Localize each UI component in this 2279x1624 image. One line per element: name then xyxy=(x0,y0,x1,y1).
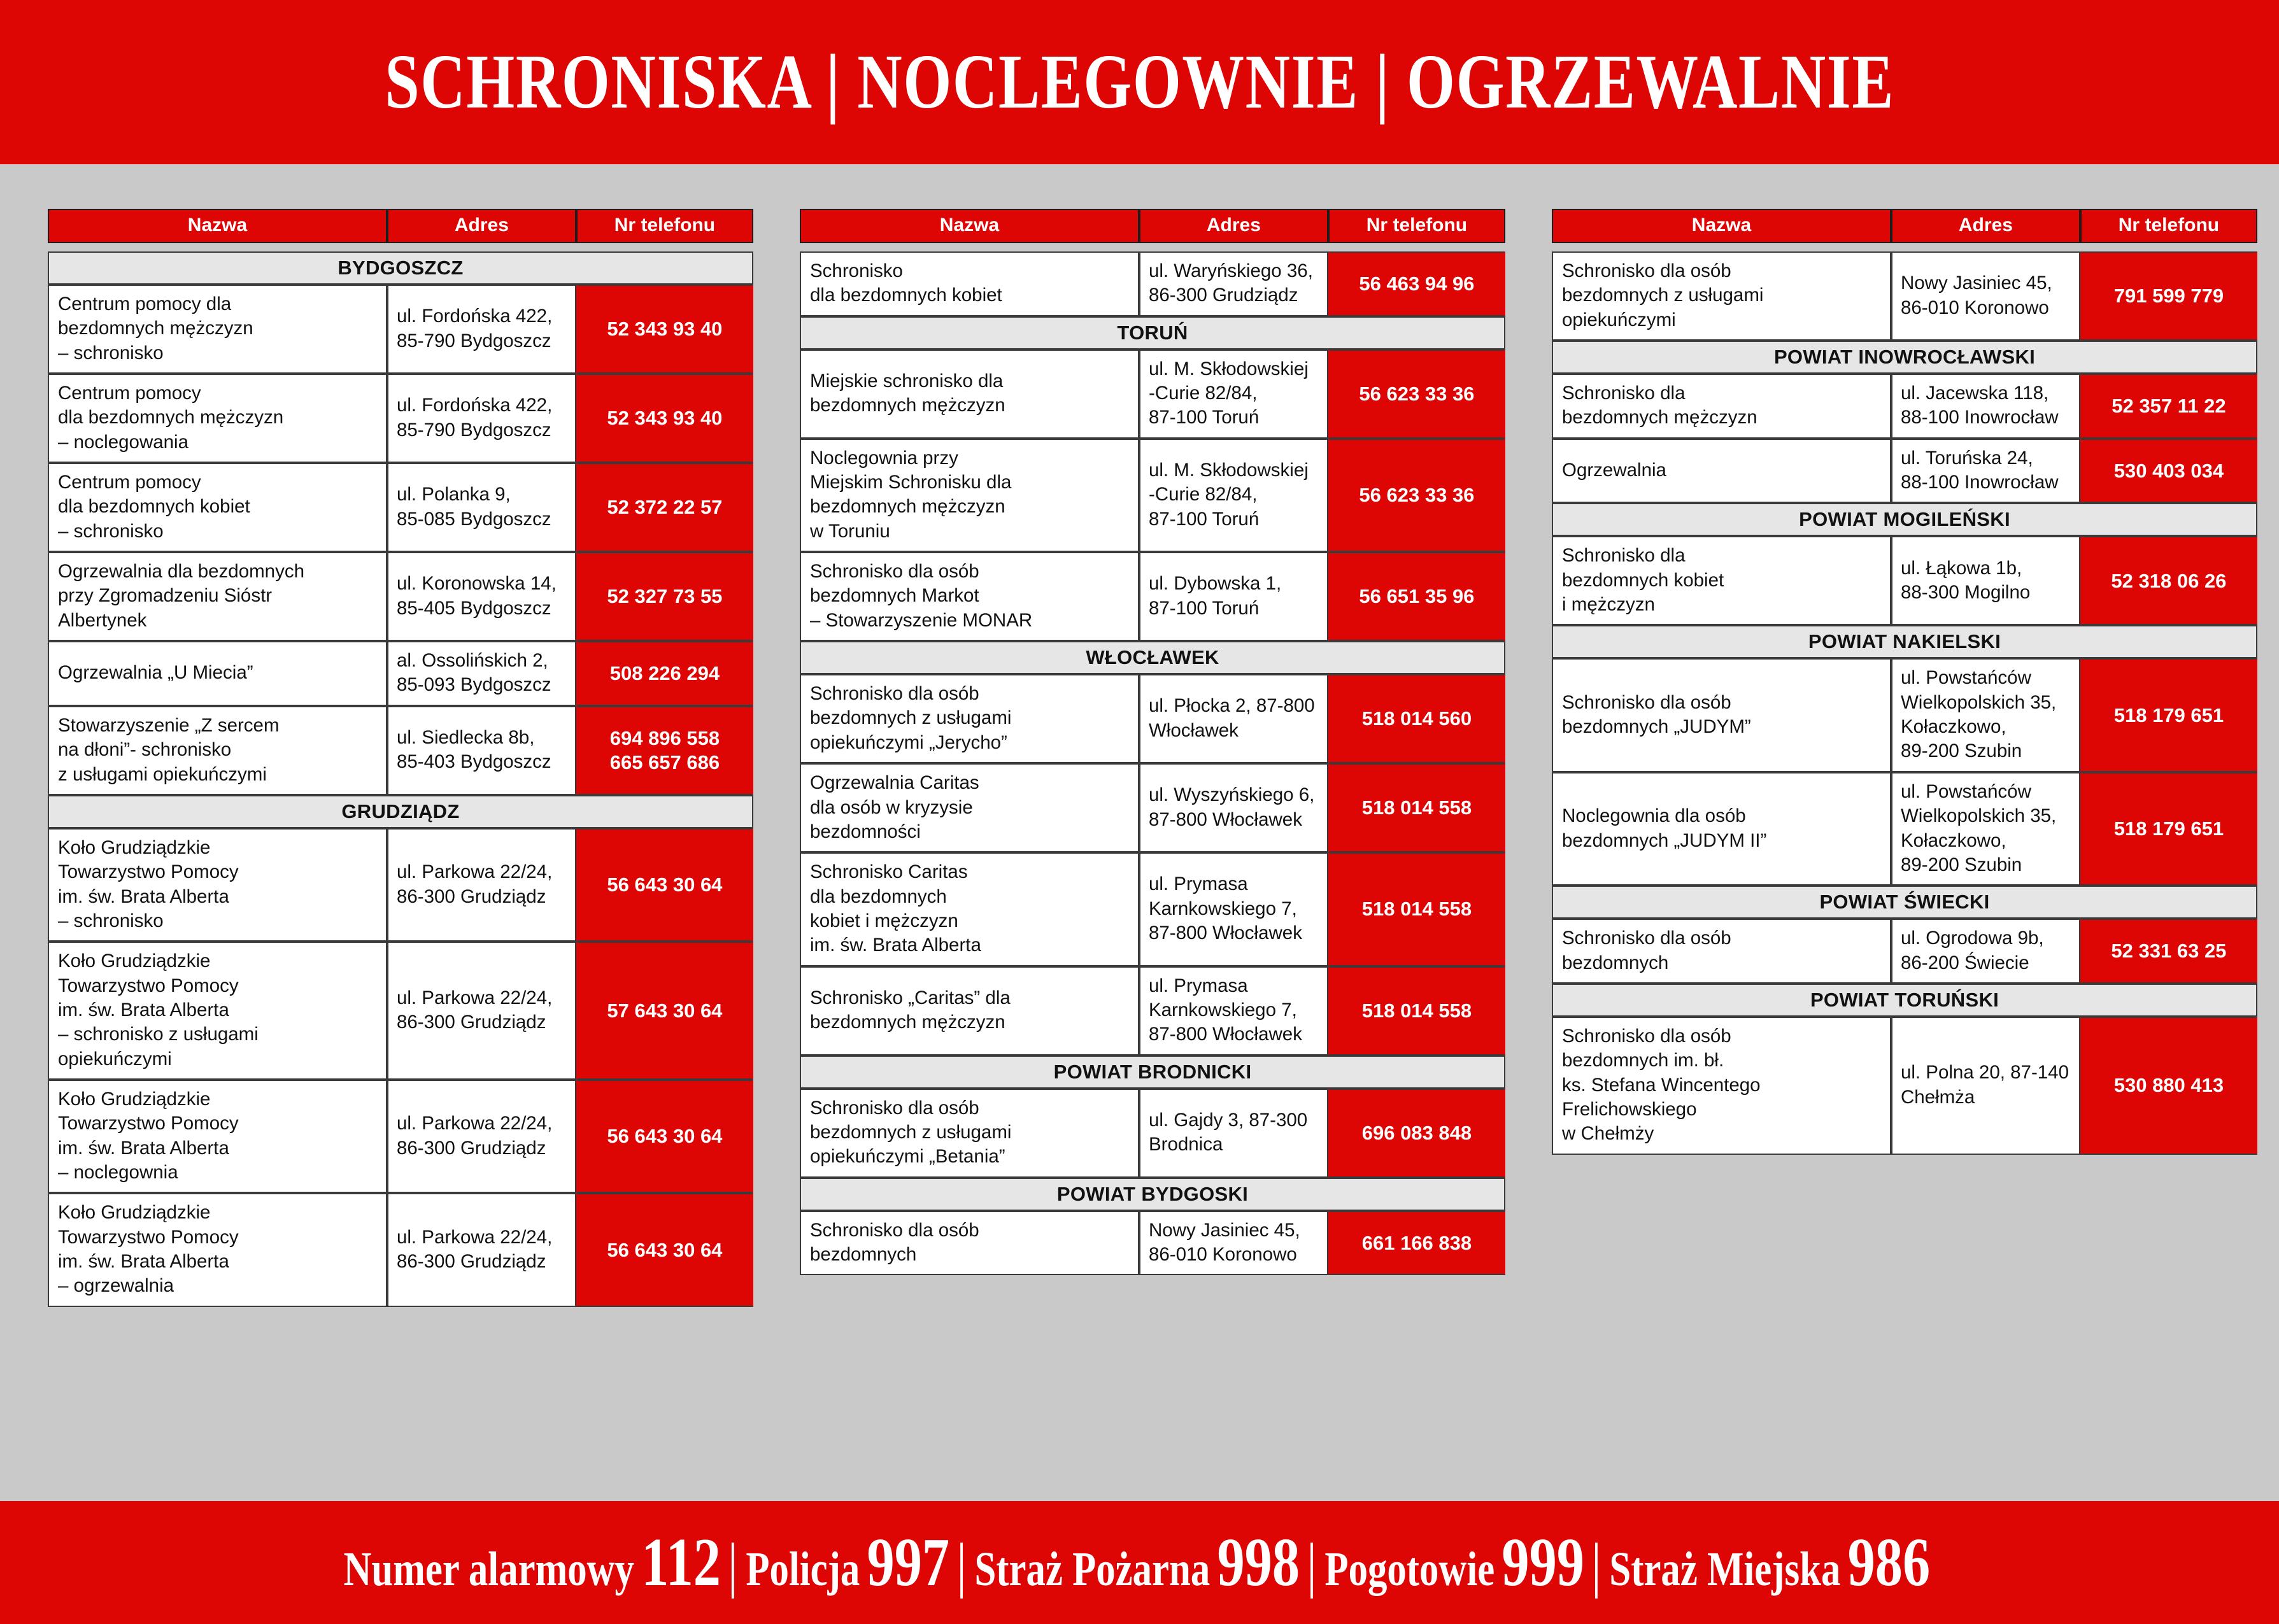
facility-phone[interactable] xyxy=(2080,439,2257,504)
facility-name: Ogrzewalnia xyxy=(1552,439,1891,504)
table-row xyxy=(800,763,1505,852)
phone-number[interactable]: 52 343 93 40 xyxy=(607,407,723,430)
column-header-address: Adres xyxy=(387,209,576,243)
emergency-number[interactable]: 998 xyxy=(1217,1524,1300,1600)
phone-number[interactable]: 52 357 11 22 xyxy=(2112,394,2226,417)
phone-number[interactable]: 661 166 838 xyxy=(1361,1231,1472,1254)
column-header-name: Nazwa xyxy=(1552,209,1891,243)
phone-number[interactable]: 518 014 558 xyxy=(1361,796,1472,819)
phone-number[interactable]: 56 643 30 64 xyxy=(607,873,723,896)
facility-address: ul. Płocka 2, 87-800 Włocławek xyxy=(1139,674,1328,763)
header-banner xyxy=(0,0,2279,164)
facility-phone[interactable] xyxy=(1328,251,1505,316)
facility-phone[interactable] xyxy=(576,1080,753,1193)
phone-number[interactable]: 518 179 651 xyxy=(2113,703,2224,726)
column-header-phone: Nr telefonu xyxy=(2080,209,2257,243)
column-header-phone: Nr telefonu xyxy=(576,209,753,243)
table-row xyxy=(800,1089,1505,1178)
phone-number[interactable]: 52 327 73 55 xyxy=(607,585,723,608)
facility-address: Nowy Jasiniec 45, 86-010 Koronowo xyxy=(1891,251,2080,341)
phone-number[interactable]: 530 403 034 xyxy=(2113,459,2224,482)
section-header-row xyxy=(1552,886,2257,919)
facility-name: Schronisko Caritas dla bezdomnych kobiet i mężczyzn im. św. Brata Alberta xyxy=(800,852,1139,966)
footer-separator: | xyxy=(956,1530,967,1599)
phone-number[interactable]: 518 014 560 xyxy=(1361,707,1472,730)
facility-address: ul. Waryńskiego 36, 86-300 Grudziądz xyxy=(1139,251,1328,316)
facility-address: Nowy Jasiniec 45, 86-010 Koronowo xyxy=(1139,1211,1328,1276)
facility-phone[interactable] xyxy=(1328,763,1505,852)
table-row xyxy=(800,966,1505,1056)
facility-name: Schronisko dla osób bezdomnych „JUDYM” xyxy=(1552,658,1891,772)
facility-phone[interactable] xyxy=(576,641,753,706)
facility-phone[interactable] xyxy=(1328,1089,1505,1178)
facility-phone[interactable] xyxy=(1328,852,1505,966)
emergency-label: Numer alarmowy xyxy=(343,1542,635,1596)
table-row xyxy=(1552,374,2257,439)
facility-name: Ogrzewalnia Caritas dla osób w kryzysie bezdomności xyxy=(800,763,1139,852)
facility-address: ul. Gajdy 3, 87-300 Brodnica xyxy=(1139,1089,1328,1178)
phone-number[interactable]: 56 463 94 96 xyxy=(1359,272,1475,295)
phone-number[interactable]: 694 896 558 xyxy=(609,727,720,750)
facility-name: Schronisko dla osób bezdomnych xyxy=(800,1211,1139,1276)
table-row xyxy=(48,942,753,1080)
table-row xyxy=(800,350,1505,439)
facility-phone[interactable] xyxy=(1328,674,1505,763)
table-row xyxy=(48,828,753,942)
section-title: POWIAT NAKIELSKI xyxy=(1552,625,2257,658)
section-header-row xyxy=(48,251,753,285)
section-header-row xyxy=(800,316,1505,350)
header-gap xyxy=(1552,243,2257,251)
column-2 xyxy=(800,209,1505,1275)
facility-phone[interactable] xyxy=(2080,658,2257,772)
facility-name: Centrum pomocy dla bezdomnych mężczyzn – schronisko xyxy=(48,285,387,374)
header-gap xyxy=(800,243,1505,251)
facility-address: ul. Parkowa 22/24, 86-300 Grudziądz xyxy=(387,1080,576,1193)
phone-number[interactable]: 791 599 779 xyxy=(2113,285,2224,307)
facility-name: Noclegownia przy Miejskim Schronisku dla bezdomnych mężczyzn w Toruniu xyxy=(800,439,1139,552)
facility-name: Centrum pomocy dla bezdomnych mężczyzn – noclegowania xyxy=(48,374,387,463)
phone-number[interactable]: 508 226 294 xyxy=(609,662,720,685)
table-row xyxy=(1552,658,2257,772)
facility-address: ul. Fordońska 422, 85-790 Bydgoszcz xyxy=(387,374,576,463)
page-title: SCHRONISKA | NOCLEGOWNIE | OGRZEWALNIE xyxy=(385,39,1894,125)
facility-phone[interactable] xyxy=(2080,772,2257,886)
phone-number[interactable]: 52 372 22 57 xyxy=(607,496,723,519)
table-row xyxy=(1552,772,2257,886)
facility-name: Centrum pomocy dla bezdomnych kobiet – schronisko xyxy=(48,463,387,552)
section-header-row xyxy=(1552,341,2257,374)
section-header-row xyxy=(1552,503,2257,536)
table-row xyxy=(800,552,1505,641)
facility-address: al. Ossolińskich 2, 85-093 Bydgoszcz xyxy=(387,641,576,706)
facility-name: Koło Grudziądzkie Towarzystwo Pomocy im. św. Brata Alberta – schronisko z usługami opiekuńczymi xyxy=(48,942,387,1080)
facility-address: ul. Parkowa 22/24, 86-300 Grudziądz xyxy=(387,828,576,942)
phone-number[interactable]: 56 623 33 36 xyxy=(1359,382,1475,405)
table-row xyxy=(48,463,753,552)
table-row xyxy=(48,1080,753,1193)
contacts-table xyxy=(800,209,1505,1275)
table-row xyxy=(48,706,753,795)
emergency-number[interactable]: 999 xyxy=(1502,1524,1585,1600)
facility-phone[interactable] xyxy=(1328,966,1505,1056)
tables-container xyxy=(48,209,2243,1307)
table-row xyxy=(1552,251,2257,341)
table-row xyxy=(800,674,1505,763)
phone-number[interactable]: 52 343 93 40 xyxy=(607,318,723,341)
facility-phone[interactable] xyxy=(2080,251,2257,341)
section-header-row xyxy=(1552,625,2257,658)
section-title: WŁOCŁAWEK xyxy=(800,641,1505,674)
footer-separator: | xyxy=(1307,1530,1317,1599)
emergency-label: Pogotowie xyxy=(1324,1542,1495,1596)
facility-address: ul. M. Skłodowskiej -Curie 82/84, 87-100 Toruń xyxy=(1139,350,1328,439)
emergency-label: Policja xyxy=(746,1542,860,1596)
facility-name: Ogrzewalnia dla bezdomnych przy Zgromadzeniu Sióstr Albertynek xyxy=(48,552,387,641)
section-header-row xyxy=(800,1056,1505,1089)
facility-phone[interactable] xyxy=(1328,350,1505,439)
facility-phone[interactable] xyxy=(576,1193,753,1306)
section-title: POWIAT BYDGOSKI xyxy=(800,1178,1505,1211)
facility-name: Koło Grudziądzkie Towarzystwo Pomocy im. św. Brata Alberta – noclegownia xyxy=(48,1080,387,1193)
facility-name: Schronisko dla osób bezdomnych z usługami opiekuńczymi xyxy=(1552,251,1891,341)
facility-name: Schronisko dla bezdomnych mężczyzn xyxy=(1552,374,1891,439)
phone-number[interactable]: 52 318 06 26 xyxy=(2111,569,2227,592)
facility-phone[interactable] xyxy=(2080,919,2257,984)
emergency-label: Straż Miejska xyxy=(1609,1542,1841,1596)
emergency-numbers xyxy=(343,1524,1936,1600)
section-title: POWIAT INOWROCŁAWSKI xyxy=(1552,341,2257,374)
phone-number[interactable]: 518 014 558 xyxy=(1361,898,1472,921)
facility-name: Ogrzewalnia „U Miecia” xyxy=(48,641,387,706)
table-row xyxy=(48,1193,753,1306)
facility-phone[interactable] xyxy=(576,828,753,942)
footer-banner xyxy=(0,1501,2279,1624)
emergency-number[interactable]: 997 xyxy=(867,1524,950,1600)
table-row xyxy=(800,1211,1505,1276)
column-header-name: Nazwa xyxy=(48,209,387,243)
phone-number[interactable]: 52 331 63 25 xyxy=(2111,940,2227,963)
section-title: POWIAT MOGILEŃSKI xyxy=(1552,503,2257,536)
phone-number[interactable]: 56 623 33 36 xyxy=(1359,484,1475,506)
facility-name: Stowarzyszenie „Z sercem na dłoni”- schronisko z usługami opiekuńczymi xyxy=(48,706,387,795)
column-header-phone: Nr telefonu xyxy=(1328,209,1505,243)
table-row xyxy=(800,852,1505,966)
section-title: TORUŃ xyxy=(800,316,1505,350)
table-row xyxy=(800,439,1505,552)
facility-address: ul. Polanka 9, 85-085 Bydgoszcz xyxy=(387,463,576,552)
table-row xyxy=(48,285,753,374)
section-title: POWIAT TORUŃSKI xyxy=(1552,984,2257,1017)
facility-address: ul. Prymasa Karnkowskiego 7, 87-800 Włocławek xyxy=(1139,852,1328,966)
facility-address: ul. Wyszyńskiego 6, 87-800 Włocławek xyxy=(1139,763,1328,852)
phone-number[interactable]: 57 643 30 64 xyxy=(607,999,723,1022)
section-title: GRUDZIĄDZ xyxy=(48,795,753,828)
section-title: BYDGOSZCZ xyxy=(48,251,753,285)
contacts-table xyxy=(1552,209,2257,1155)
table-row xyxy=(800,251,1505,316)
emergency-number[interactable]: 112 xyxy=(641,1524,721,1600)
facility-phone[interactable] xyxy=(2080,374,2257,439)
section-header-row xyxy=(800,641,1505,674)
facility-address: ul. Siedlecka 8b, 85-403 Bydgoszcz xyxy=(387,706,576,795)
emergency-number[interactable]: 986 xyxy=(1847,1524,1931,1600)
facility-name: Koło Grudziądzkie Towarzystwo Pomocy im. św. Brata Alberta – schronisko xyxy=(48,828,387,942)
section-title: POWIAT BRODNICKI xyxy=(800,1056,1505,1089)
footer-separator: | xyxy=(728,1530,738,1599)
facility-phone[interactable] xyxy=(1328,1211,1505,1276)
emergency-label: Straż Pożarna xyxy=(974,1542,1210,1596)
facility-address: ul. Parkowa 22/24, 86-300 Grudziądz xyxy=(387,1193,576,1306)
facility-phone[interactable] xyxy=(2080,536,2257,625)
facility-address: ul. Fordońska 422, 85-790 Bydgoszcz xyxy=(387,285,576,374)
table-row xyxy=(48,552,753,641)
column-header-address: Adres xyxy=(1139,209,1328,243)
table-row xyxy=(1552,536,2257,625)
section-header-row xyxy=(800,1178,1505,1211)
facility-phone[interactable] xyxy=(576,552,753,641)
column-header-address: Adres xyxy=(1891,209,2080,243)
column-header-name: Nazwa xyxy=(800,209,1139,243)
facility-address: ul. Jacewska 118, 88-100 Inowrocław xyxy=(1891,374,2080,439)
column-1 xyxy=(48,209,753,1307)
facility-name: Schronisko dla osób bezdomnych im. bł. ks. Stefana Wincentego Frelichowskiego w Chełmży xyxy=(1552,1017,1891,1155)
facility-name: Schronisko dla osób bezdomnych Markot – Stowarzyszenie MONAR xyxy=(800,552,1139,641)
section-header-row xyxy=(1552,984,2257,1017)
phone-number[interactable]: 518 014 558 xyxy=(1361,999,1472,1022)
facility-name: Koło Grudziądzkie Towarzystwo Pomocy im. św. Brata Alberta – ogrzewalnia xyxy=(48,1193,387,1306)
column-3 xyxy=(1552,209,2257,1155)
table-row xyxy=(1552,1017,2257,1155)
header-gap xyxy=(48,243,753,251)
phone-number[interactable]: 518 179 651 xyxy=(2113,817,2224,840)
facility-name: Schronisko dla bezdomnych kobiet xyxy=(800,251,1139,316)
footer-separator: | xyxy=(1591,1530,1601,1599)
facility-name: Schronisko dla osób bezdomnych z usługami opiekuńczymi „Jerycho” xyxy=(800,674,1139,763)
facility-phone[interactable] xyxy=(576,285,753,374)
facility-phone[interactable] xyxy=(1328,552,1505,641)
facility-name: Miejskie schronisko dla bezdomnych mężczyzn xyxy=(800,350,1139,439)
facility-address: ul. Prymasa Karnkowskiego 7, 87-800 Włocławek xyxy=(1139,966,1328,1056)
phone-number[interactable]: 56 643 30 64 xyxy=(607,1125,723,1148)
facility-address: ul. Dybowska 1, 87-100 Toruń xyxy=(1139,552,1328,641)
facility-phone[interactable] xyxy=(576,463,753,552)
facility-address: ul. M. Skłodowskiej -Curie 82/84, 87-100 Toruń xyxy=(1139,439,1328,552)
facility-address: ul. Powstańców Wielkopolskich 35, Kołaczkowo, 89-200 Szubin xyxy=(1891,772,2080,886)
section-title: POWIAT ŚWIECKI xyxy=(1552,886,2257,919)
facility-name: Schronisko dla bezdomnych kobiet i mężczyzn xyxy=(1552,536,1891,625)
table-row xyxy=(48,641,753,706)
facility-name: Schronisko „Caritas” dla bezdomnych mężczyzn xyxy=(800,966,1139,1056)
facility-phone[interactable] xyxy=(2080,1017,2257,1155)
facility-address: ul. Łąkowa 1b, 88-300 Mogilno xyxy=(1891,536,2080,625)
facility-address: ul. Polna 20, 87-140 Chełmża xyxy=(1891,1017,2080,1155)
phone-number[interactable]: 696 083 848 xyxy=(1361,1121,1472,1144)
facility-name: Schronisko dla osób bezdomnych xyxy=(1552,919,1891,984)
section-header-row xyxy=(48,795,753,828)
facility-phone[interactable] xyxy=(576,374,753,463)
phone-number[interactable]: 530 880 413 xyxy=(2113,1074,2224,1097)
facility-address: ul. Parkowa 22/24, 86-300 Grudziądz xyxy=(387,942,576,1080)
phone-number[interactable]: 665 657 686 xyxy=(609,751,720,773)
facility-phone[interactable] xyxy=(1328,439,1505,552)
phone-number[interactable]: 56 651 35 96 xyxy=(1359,585,1475,608)
facility-address: ul. Toruńska 24, 88-100 Inowrocław xyxy=(1891,439,2080,504)
facility-address: ul. Koronowska 14, 85-405 Bydgoszcz xyxy=(387,552,576,641)
facility-address: ul. Ogrodowa 9b, 86-200 Świecie xyxy=(1891,919,2080,984)
facility-address: ul. Powstańców Wielkopolskich 35, Kołaczkowo, 89-200 Szubin xyxy=(1891,658,2080,772)
table-row xyxy=(48,374,753,463)
phone-number[interactable]: 56 643 30 64 xyxy=(607,1238,723,1261)
contacts-table xyxy=(48,209,753,1307)
facility-phone[interactable] xyxy=(576,942,753,1080)
table-row xyxy=(1552,919,2257,984)
table-row xyxy=(1552,439,2257,504)
facility-name: Noclegownia dla osób bezdomnych „JUDYM II” xyxy=(1552,772,1891,886)
facility-phone[interactable] xyxy=(576,706,753,795)
facility-name: Schronisko dla osób bezdomnych z usługami opiekuńczymi „Betania” xyxy=(800,1089,1139,1178)
